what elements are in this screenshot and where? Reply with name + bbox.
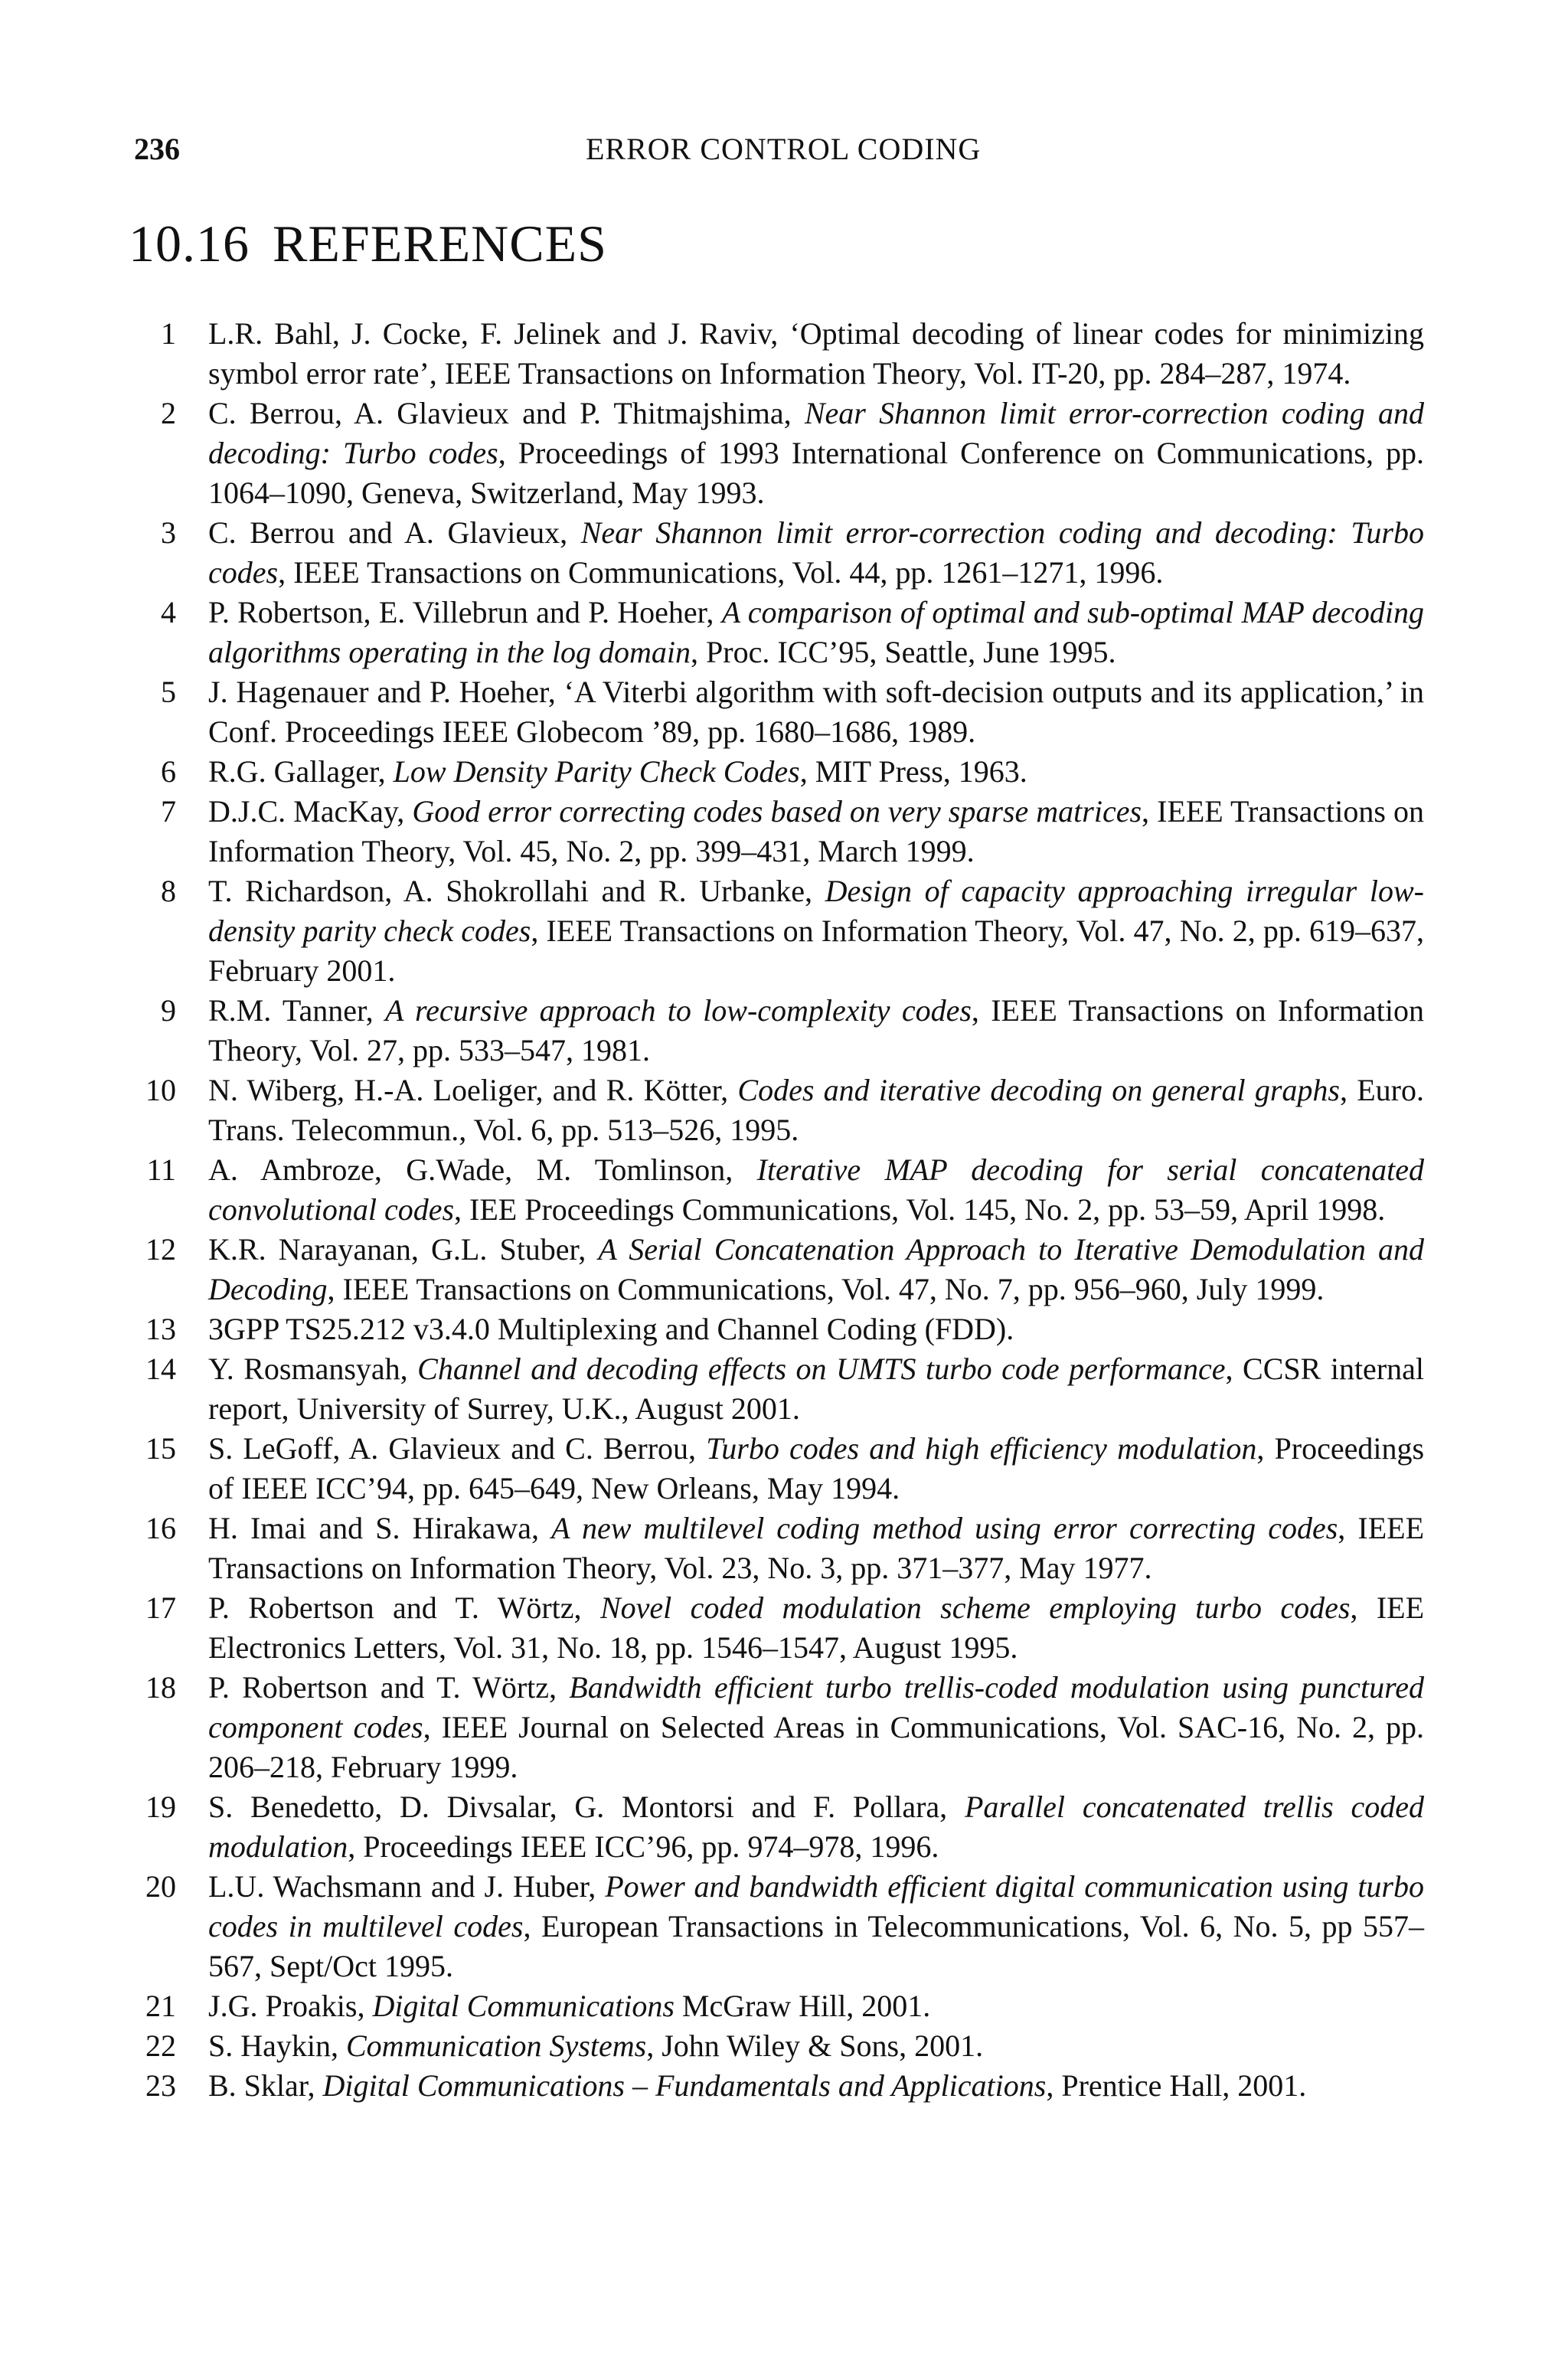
reference-title: Power and bandwidth efficient digital communication using turbo codes in multilevel codes	[208, 1869, 1424, 1943]
reference-entry	[130, 513, 1424, 593]
reference-number: 3	[161, 515, 176, 550]
reference-title: Near Shannon limit error-correction coding and decoding: Turbo codes	[208, 515, 1424, 590]
reference-entry	[130, 871, 1424, 991]
reference-text: , IEEE Transactions on Information Theory, Vol. 45, No. 2, pp. 399–431, March 1999.	[208, 794, 1425, 868]
reference-title: Low Density Parity Check Codes	[393, 754, 800, 789]
section-title: REFERENCES	[273, 214, 607, 273]
reference-entry	[130, 593, 1424, 672]
reference-title: Good error correcting codes based on very sparse matrices	[412, 794, 1142, 829]
reference-entry	[130, 1509, 1424, 1588]
reference-number: 2	[161, 396, 176, 430]
reference-text: H. Imai and S. Hirakawa,	[208, 1511, 552, 1545]
reference-number: 7	[161, 794, 176, 829]
reference-text: , IEEE Transactions on Information Theory, Vol. 27, pp. 533–547, 1981.	[208, 993, 1425, 1067]
reference-text: K.R. Narayanan, G.L. Stuber,	[208, 1232, 599, 1267]
reference-title: Channel and decoding effects on UMTS turbo code performance	[417, 1352, 1226, 1386]
reference-title: Iterative MAP decoding for serial concatenated convolutional codes	[208, 1152, 1425, 1227]
reference-text: N. Wiberg, H.-A. Loeliger, and R. Kötter,	[208, 1073, 738, 1107]
reference-text: , MIT Press, 1963.	[799, 754, 1027, 789]
reference-entry	[130, 394, 1424, 513]
reference-text: , IEEE Transactions on Information Theory, Vol. 23, No. 3, pp. 371–377, May 1977.	[208, 1511, 1425, 1585]
reference-text: , Proceedings IEEE ICC’96, pp. 974–978, 1996.	[348, 1829, 939, 1864]
reference-entry	[130, 1867, 1424, 1986]
reference-text: B. Sklar,	[208, 2068, 323, 2103]
reference-entry	[130, 1787, 1424, 1867]
reference-number: 6	[161, 754, 176, 789]
reference-number: 20	[145, 1869, 176, 1904]
reference-entry	[130, 1429, 1424, 1509]
reference-text: , Prentice Hall, 2001.	[1046, 2068, 1307, 2103]
reference-text: R.G. Gallager,	[208, 754, 394, 789]
reference-number: 13	[145, 1312, 176, 1346]
reference-text: , European Transactions in Telecommunications, Vol. 6, No. 5, pp 557–567, Sept/Oct 1995.	[208, 1909, 1424, 1983]
page-number: 236	[134, 132, 180, 166]
reference-text: McGraw Hill, 2001.	[674, 1989, 931, 2023]
reference-text: T. Richardson, A. Shokrollahi and R. Urbanke,	[208, 874, 825, 908]
reference-title: Parallel concatenated trellis coded modulation	[208, 1790, 1424, 1864]
reference-number: 17	[145, 1590, 176, 1625]
reference-entry	[130, 1668, 1424, 1787]
reference-text: S. LeGoff, A. Glavieux and C. Berrou,	[208, 1431, 707, 1466]
reference-text: C. Berrou and A. Glavieux,	[208, 515, 581, 550]
reference-text: 3GPP TS25.212 v3.4.0 Multiplexing and Channel Coding (FDD).	[208, 1312, 1014, 1346]
reference-number: 15	[145, 1431, 176, 1466]
reference-title: Bandwidth efficient turbo trellis-coded modulation using punctured component codes	[208, 1670, 1424, 1744]
reference-text: , Proc. ICC’95, Seattle, June 1995.	[691, 635, 1116, 669]
reference-title: A recursive approach to low-complexity codes	[384, 993, 972, 1028]
reference-text: , John Wiley & Sons, 2001.	[646, 2028, 984, 2063]
reference-text: L.R. Bahl, J. Cocke, F. Jelinek and J. Raviv, ‘Optimal decoding of linear codes for minimizing symbol error rate’, IEEE Transactions on Information Theory, Vol. IT-20, pp. 284–287, 1974.	[208, 316, 1424, 391]
reference-entry	[130, 1588, 1424, 1668]
reference-list	[130, 314, 1424, 2106]
reference-number: 12	[145, 1232, 176, 1267]
reference-entry	[130, 2026, 1424, 2066]
reference-title: Digital Communications – Fundamentals and Applications	[322, 2068, 1047, 2103]
reference-text: A. Ambroze, G.Wade, M. Tomlinson,	[208, 1152, 757, 1187]
reference-number: 19	[145, 1790, 176, 1824]
reference-title: Novel coded modulation scheme employing turbo codes	[599, 1590, 1351, 1625]
reference-title: A comparison of optimal and sub-optimal MAP decoding algorithms operating in the log domain	[208, 595, 1424, 669]
reference-number: 5	[161, 675, 176, 709]
reference-entry	[130, 752, 1424, 792]
reference-number: 23	[145, 2068, 176, 2103]
reference-number: 18	[145, 1670, 176, 1705]
reference-text: J.G. Proakis,	[208, 1989, 373, 2023]
running-title: ERROR CONTROL CODING	[586, 132, 982, 166]
reference-entry	[130, 1230, 1424, 1309]
reference-text: , IEEE Transactions on Communications, Vol. 44, pp. 1261–1271, 1996.	[278, 555, 1164, 590]
reference-text: S. Benedetto, D. Divsalar, G. Montorsi and F. Pollara,	[208, 1790, 965, 1824]
reference-text: P. Robertson and T. Wörtz,	[208, 1590, 600, 1625]
reference-number: 8	[161, 874, 176, 908]
reference-entry	[130, 1309, 1424, 1349]
reference-entry	[130, 314, 1424, 394]
reference-entry	[130, 991, 1424, 1071]
reference-entry	[130, 1986, 1424, 2026]
reference-number: 16	[145, 1511, 176, 1545]
reference-text: R.M. Tanner,	[208, 993, 385, 1028]
reference-text: , IEEE Journal on Selected Areas in Communications, Vol. SAC-16, No. 2, pp. 206–218, February 1999.	[208, 1710, 1424, 1784]
reference-text: , Euro. Trans. Telecommun., Vol. 6, pp. 513–526, 1995.	[208, 1073, 1424, 1147]
reference-text: , IEEE Transactions on Information Theory, Vol. 47, No. 2, pp. 619–637, February 2001.	[208, 914, 1424, 988]
reference-title: Turbo codes and high efficiency modulation	[706, 1431, 1257, 1466]
reference-text: L.U. Wachsmann and J. Huber,	[208, 1869, 606, 1904]
reference-number: 11	[146, 1152, 176, 1187]
reference-title: Communication Systems	[346, 2028, 647, 2063]
reference-text: D.J.C. MacKay,	[208, 794, 413, 829]
section-number: 10.16	[129, 214, 250, 273]
reference-title: Codes and iterative decoding on general graphs	[737, 1073, 1340, 1107]
reference-entry	[130, 792, 1424, 871]
reference-title: A Serial Concatenation Approach to Iterative Demodulation and Decoding	[208, 1232, 1424, 1306]
reference-text: , Proceedings of IEEE ICC’94, pp. 645–649, New Orleans, May 1994.	[208, 1431, 1425, 1505]
reference-number: 14	[145, 1352, 176, 1386]
reference-number: 9	[161, 993, 176, 1028]
reference-text: , CCSR internal report, University of Surrey, U.K., August 2001.	[208, 1352, 1424, 1426]
reference-number: 21	[145, 1989, 176, 2023]
reference-entry	[130, 1150, 1424, 1230]
reference-title: A new multilevel coding method using error correcting codes	[551, 1511, 1338, 1545]
reference-entry	[130, 1071, 1424, 1150]
reference-text: , Proceedings of 1993 International Conference on Communications, pp. 1064–1090, Geneva, Switzerland, May 1993.	[208, 436, 1424, 510]
reference-text: S. Haykin,	[208, 2028, 346, 2063]
reference-text: P. Robertson, E. Villebrun and P. Hoeher,	[208, 595, 722, 629]
reference-number: 22	[145, 2028, 176, 2063]
reference-text: Y. Rosmansyah,	[208, 1352, 418, 1386]
reference-number: 1	[161, 316, 176, 351]
reference-text: , IEE Proceedings Communications, Vol. 145, No. 2, pp. 53–59, April 1998.	[454, 1192, 1386, 1227]
reference-title: Near Shannon limit error-correction coding and decoding: Turbo codes	[208, 396, 1424, 470]
reference-text: , IEE Electronics Letters, Vol. 31, No. 18, pp. 1546–1547, August 1995.	[208, 1590, 1425, 1665]
reference-number: 4	[161, 595, 176, 629]
reference-title: Design of capacity approaching irregular low-density parity check codes	[208, 874, 1425, 948]
reference-text: , IEEE Transactions on Communications, Vol. 47, No. 7, pp. 956–960, July 1999.	[327, 1272, 1325, 1306]
reference-number: 10	[145, 1073, 176, 1107]
reference-text: C. Berrou, A. Glavieux and P. Thitmajshima,	[208, 396, 805, 430]
reference-text: J. Hagenauer and P. Hoeher, ‘A Viterbi algorithm with soft-decision outputs and its application,’ in Conf. Proceedings IEEE Globecom ’89, pp. 1680–1686, 1989.	[208, 675, 1424, 749]
reference-text: P. Robertson and T. Wörtz,	[208, 1670, 570, 1705]
reference-entry	[130, 672, 1424, 752]
running-head	[134, 130, 1436, 168]
reference-entry	[130, 2066, 1424, 2106]
section-heading	[129, 213, 630, 274]
reference-title: Digital Communications	[372, 1989, 675, 2023]
reference-entry	[130, 1349, 1424, 1429]
